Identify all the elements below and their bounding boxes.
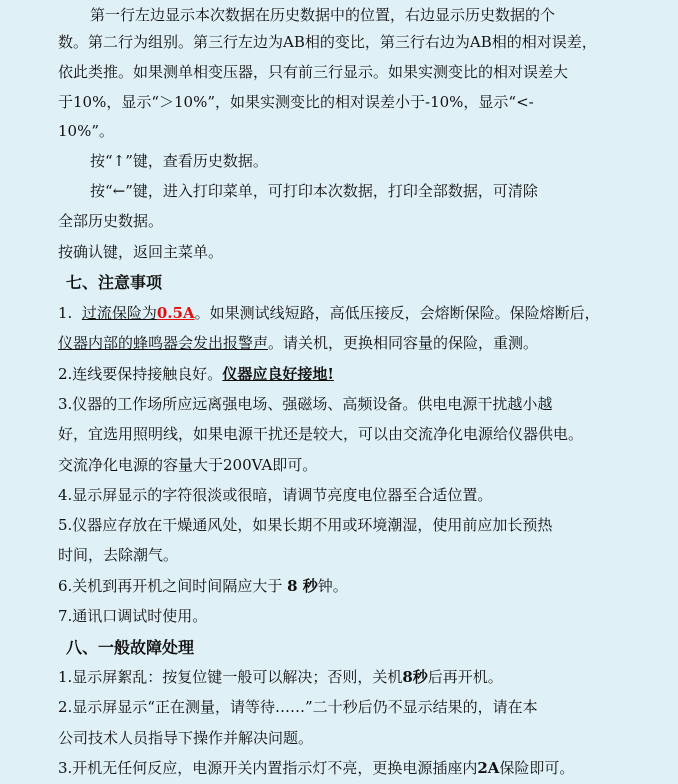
s7-item1-underlined: 过流保险为 — [81, 304, 157, 322]
s7-item3-line1: 3.仪器的工作场所应远离强电场、强磁场、高频设备。供电电源干扰越小越 — [58, 395, 553, 413]
s7-item4: 4.显示屏显示的字符很淡或很暗，请调节亮度电位器至合适位置。 — [58, 486, 493, 504]
s7-item1-prefix: 1. — [58, 304, 73, 322]
s7-item7: 7.通讯口调试时使用。 — [58, 607, 208, 625]
s7-item3-line2: 好，宜选用照明线，如果电源干扰还是较大，可以由交流净化电源给仪器供电。 — [58, 425, 584, 443]
p1-line4: 于10%，显示“＞10%”，如果实测变比的相对误差小于-10%，显示“<- — [58, 93, 534, 111]
s7-item1-l2-rest: 。请关机，更换相同容量的保险，重测。 — [268, 334, 539, 352]
s7-item1-line1 — [58, 298, 620, 329]
s7-item6-after: 钟。 — [317, 577, 348, 595]
p2-line: 按“↑”键，查看历史数据。 — [90, 152, 268, 170]
p1-line5: 10%”。 — [58, 122, 115, 140]
p4-line: 按确认键，返回主菜单。 — [58, 243, 224, 261]
s7-item2-text: 2.连线要保持接触良好。 — [58, 365, 223, 383]
s8-item3-after: 保险即可。 — [499, 759, 575, 777]
p1-line3: 依此类推。如果测单相变压器，只有前三行显示。如果实测变比的相对误差大 — [58, 63, 569, 81]
p1-line1: 第一行左边显示本次数据在历史数据中的位置，右边显示历史数据的个 — [90, 6, 556, 24]
s8-item2-line2: 公司技术人员指导下操作并解决问题。 — [58, 729, 314, 747]
s8-item3 — [58, 753, 620, 784]
s7-item3-line3: 交流净化电源的容量大于200VA即可。 — [58, 456, 318, 474]
s8-item3-before: 3.开机无任何反应，电源开关内置指示灯不亮，更换电源插座内 — [58, 759, 478, 777]
s8-item3-bold: 2A — [477, 759, 500, 777]
s7-item1-line2 — [58, 328, 620, 359]
s8-item2-line1: 2.显示屏显示“正在测量，请等待……”二十秒后仍不显示结果的，请在本 — [58, 698, 538, 716]
s7-item5-line2: 时间，去除潮气。 — [58, 546, 179, 564]
s8-item1-bold: 8秒 — [402, 668, 428, 686]
fuse-rating-value: 0.5A — [156, 304, 195, 322]
p3-line2: 全部历史数据。 — [58, 212, 164, 230]
s7-item1-l2-underlined: 仪器内部的蜂鸣器会发出报警声 — [58, 334, 269, 352]
s7-item2-bold: 仪器应良好接地! — [222, 365, 334, 383]
section7-title: 七、注意事项 — [66, 273, 163, 292]
s7-item6 — [58, 571, 620, 602]
s7-item5-line1: 5.仪器应存放在干燥通风处，如果长期不用或环境潮湿，使用前应加长预热 — [58, 516, 553, 534]
s7-item2 — [58, 359, 620, 390]
s7-item6-before: 6.关机到再开机之间时间隔应大于 — [58, 577, 288, 595]
s8-item1 — [58, 662, 620, 693]
p1-line2: 数。第二行为组别。第三行左边为AB相的变比，第三行右边为AB相的相对误差， — [58, 33, 597, 51]
s8-item1-after: 后再开机。 — [427, 668, 503, 686]
s8-item1-before: 1.显示屏絮乱：按复位键一般可以解决；否则，关机 — [58, 668, 403, 686]
s7-item6-bold: 8 秒 — [287, 577, 318, 595]
s7-item1-rest: 。如果测试线短路，高低压接反，会熔断保险。保险熔断后， — [194, 304, 600, 322]
section8-title: 八、一般故障处理 — [66, 638, 195, 657]
p3-line1: 按“←”键，进入打印菜单，可打印本次数据，打印全部数据，可清除 — [90, 182, 538, 200]
